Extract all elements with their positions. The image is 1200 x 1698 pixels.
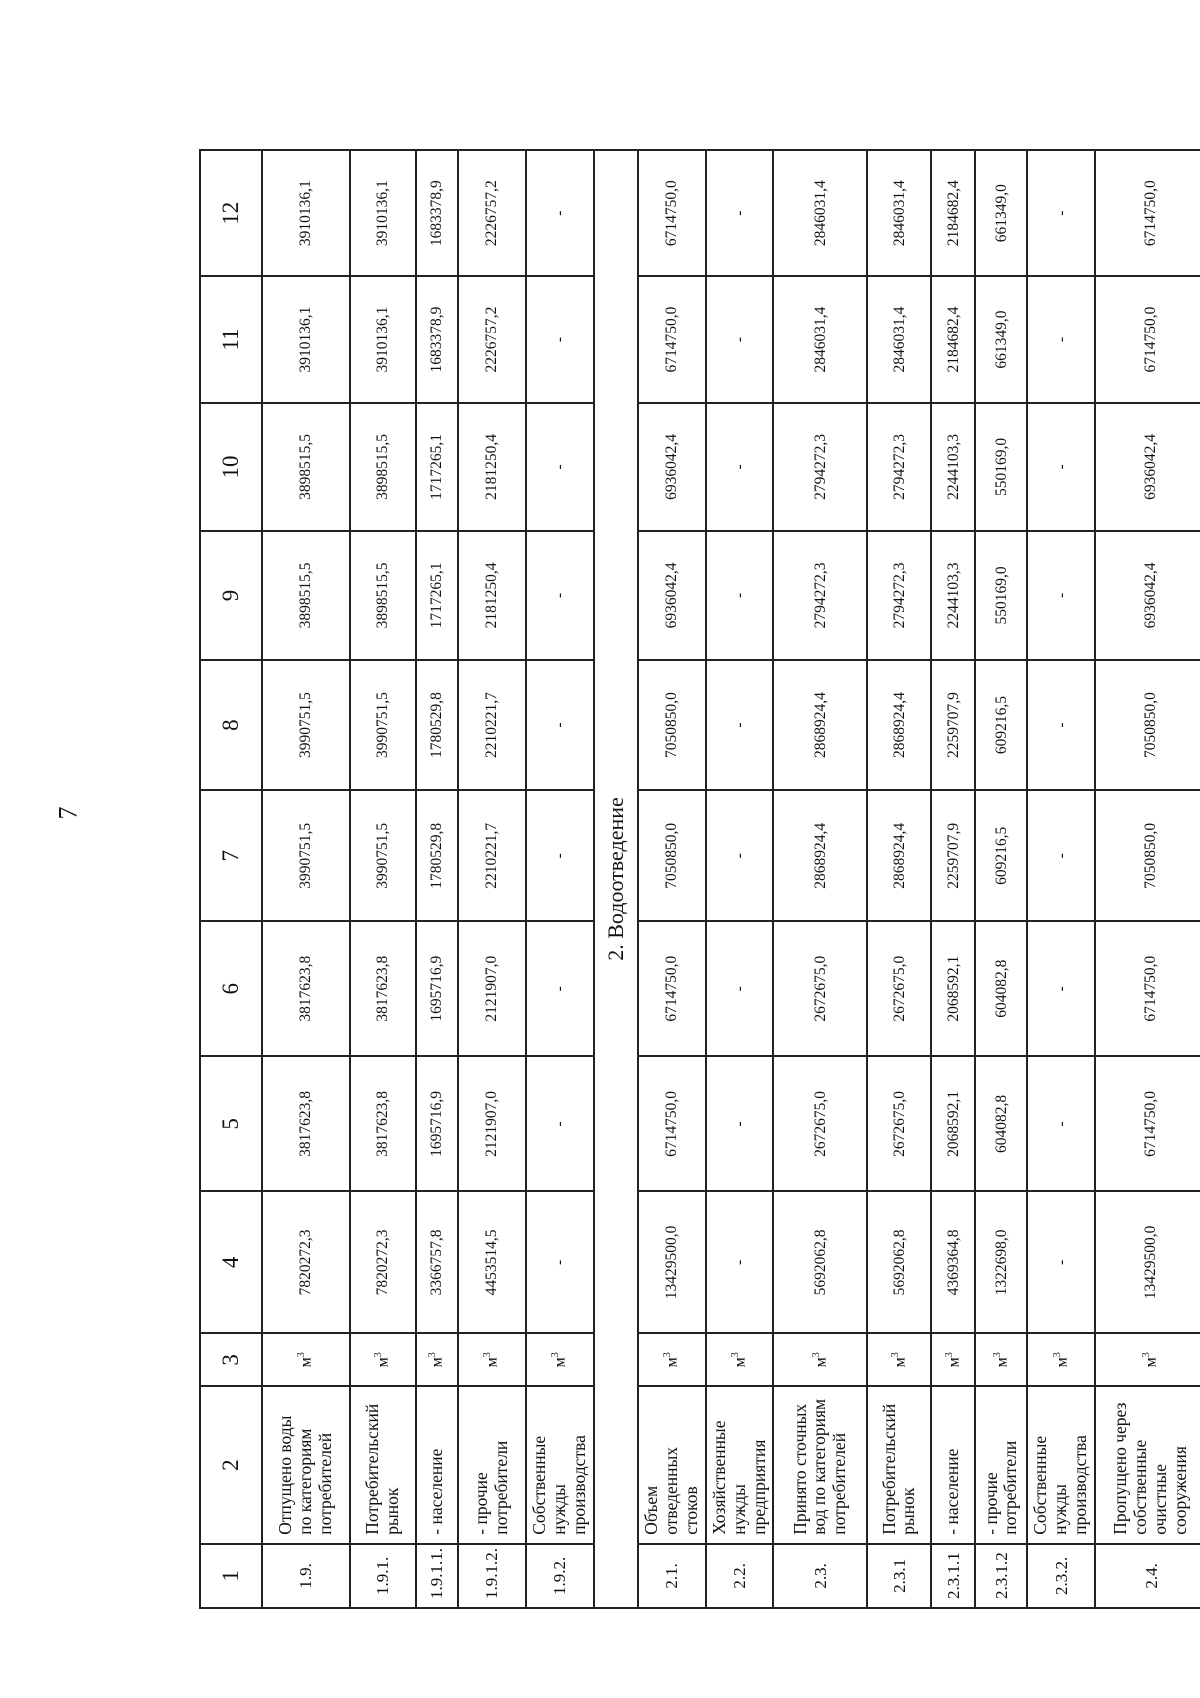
row-number: 1.9.2. [526, 1544, 594, 1608]
value-cell: 3990751,5 [350, 660, 416, 791]
value-cell: 7050850,0 [638, 660, 706, 791]
table-row [975, 150, 1027, 1608]
row-number: 2.3.1 [867, 1544, 931, 1608]
row-number: 2.3.2. [1027, 1544, 1095, 1608]
value-cell: 2672675,0 [867, 1056, 931, 1191]
value-cell: 2121907,0 [458, 921, 526, 1056]
unit-cell [867, 1333, 931, 1386]
value-cell: 2868924,4 [773, 790, 867, 921]
value-cell: 2259707,9 [931, 660, 975, 791]
row-indicator-name: Потребительский рынок [350, 1386, 416, 1543]
value-cell: 3990751,5 [262, 660, 350, 791]
row-number: 2.3.1.1 [931, 1544, 975, 1608]
value-cell: 6936042,4 [1095, 403, 1200, 532]
value-cell: - [526, 1191, 594, 1333]
value-cell: 6936042,4 [1095, 531, 1200, 660]
value-cell: 2794272,3 [773, 403, 867, 532]
unit-cell [931, 1333, 975, 1386]
unit-cell [526, 1333, 594, 1386]
value-cell: 2259707,9 [931, 790, 975, 921]
column-number: 9 [200, 531, 262, 660]
rotated-table-sheet [199, 149, 1191, 1609]
value-cell: - [526, 276, 594, 402]
row-indicator-name: - прочие потребители [458, 1386, 526, 1543]
value-cell: 3898515,5 [350, 531, 416, 660]
unit-cell [638, 1333, 706, 1386]
value-cell: 2846031,4 [773, 150, 867, 276]
value-cell: 2181250,4 [458, 531, 526, 660]
value-cell: 7050850,0 [1095, 790, 1200, 921]
unit-exponent: 3 [1051, 1352, 1063, 1358]
value-cell: 1695716,9 [416, 921, 458, 1056]
row-indicator-name: Отпущено воды по категориям потребителей [262, 1386, 350, 1543]
value-cell: 2210221,7 [458, 660, 526, 791]
value-cell: 2672675,0 [773, 1056, 867, 1191]
value-cell: - [706, 1056, 774, 1191]
value-cell: 2121907,0 [458, 1056, 526, 1191]
value-cell: 2672675,0 [773, 921, 867, 1056]
row-indicator-name: - население [416, 1386, 458, 1543]
value-cell: 2226757,2 [458, 276, 526, 402]
value-cell: - [706, 150, 774, 276]
value-cell: 2794272,3 [867, 531, 931, 660]
value-cell: - [526, 403, 594, 532]
value-cell: - [526, 1056, 594, 1191]
table-row [1027, 150, 1095, 1608]
section-title: 2. Водоотведение [594, 150, 638, 1608]
unit-cell [458, 1333, 526, 1386]
value-cell: 1717265,1 [416, 531, 458, 660]
value-cell: - [706, 1191, 774, 1333]
value-cell: 2184682,4 [931, 150, 975, 276]
value-cell: 5692062,8 [773, 1191, 867, 1333]
unit-base: м [374, 1357, 392, 1368]
row-indicator-name: Собственные нужды производства [1027, 1386, 1095, 1543]
row-number: 2.2. [706, 1544, 774, 1608]
value-cell: 550169,0 [975, 531, 1027, 660]
value-cell: 604082,8 [975, 921, 1027, 1056]
value-cell: - [1027, 921, 1095, 1056]
unit-base: м [944, 1357, 962, 1368]
value-cell: - [1027, 1056, 1095, 1191]
value-cell: - [1027, 1191, 1095, 1333]
value-cell: - [1027, 276, 1095, 402]
value-cell: 2181250,4 [458, 403, 526, 532]
row-number: 2.1. [638, 1544, 706, 1608]
table-row [262, 150, 350, 1608]
value-cell: - [526, 531, 594, 660]
unit-exponent: 3 [550, 1352, 562, 1358]
page-number: 7 [53, 806, 83, 820]
unit-base: м [811, 1357, 829, 1368]
table-row [638, 150, 706, 1608]
value-cell: 3898515,5 [262, 531, 350, 660]
value-cell: 1683378,9 [416, 150, 458, 276]
column-number: 11 [200, 276, 262, 402]
value-cell: 2672675,0 [867, 921, 931, 1056]
value-cell: - [706, 660, 774, 791]
unit-base: м [992, 1357, 1010, 1368]
unit-base: м [890, 1357, 908, 1368]
value-cell: 661349,0 [975, 276, 1027, 402]
value-cell: - [1027, 403, 1095, 532]
row-number: 1.9.1. [350, 1544, 416, 1608]
value-cell: 4369364,8 [931, 1191, 975, 1333]
unit-base: м [428, 1357, 446, 1368]
column-number: 6 [200, 921, 262, 1056]
unit-exponent: 3 [810, 1352, 822, 1358]
row-number: 2.3.1.2 [975, 1544, 1027, 1608]
unit-exponent: 3 [427, 1352, 439, 1358]
unit-cell [1095, 1333, 1200, 1386]
value-cell: 2068592,1 [931, 1056, 975, 1191]
value-cell: 5692062,8 [867, 1191, 931, 1333]
value-cell: 6714750,0 [1095, 276, 1200, 402]
value-cell: 550169,0 [975, 403, 1027, 532]
table-row [867, 150, 931, 1608]
unit-cell [1027, 1333, 1095, 1386]
value-cell: 7820272,3 [350, 1191, 416, 1333]
value-cell: 6936042,4 [638, 531, 706, 660]
row-number: 2.3. [773, 1544, 867, 1608]
unit-cell [975, 1333, 1027, 1386]
table-row [931, 150, 975, 1608]
unit-exponent: 3 [661, 1352, 673, 1358]
row-indicator-name: Принято сточных вод по категориям потребителей [773, 1386, 867, 1543]
unit-cell [262, 1333, 350, 1386]
value-cell: - [706, 276, 774, 402]
row-indicator-name: Хозяйственные нужды предприятия [706, 1386, 774, 1543]
value-cell: 3817623,8 [350, 921, 416, 1056]
unit-base: м [551, 1357, 569, 1368]
value-cell: - [526, 790, 594, 921]
value-cell: - [526, 921, 594, 1056]
value-cell: 4453514,5 [458, 1191, 526, 1333]
table-row [350, 150, 416, 1608]
row-number: 1.9.1.1. [416, 1544, 458, 1608]
value-cell: 3817623,8 [262, 921, 350, 1056]
unit-exponent: 3 [991, 1352, 1003, 1358]
value-cell: - [1027, 660, 1095, 791]
value-cell: 1322698,0 [975, 1191, 1027, 1333]
water-balance-table [199, 149, 1200, 1609]
value-cell: 6936042,4 [638, 403, 706, 532]
table-row [706, 150, 774, 1608]
row-indicator-name: - население [931, 1386, 975, 1543]
table-row [1095, 150, 1200, 1608]
value-cell: 13429500,0 [1095, 1191, 1200, 1333]
unit-exponent: 3 [729, 1352, 741, 1358]
column-number: 1 [200, 1544, 262, 1608]
value-cell: 2846031,4 [773, 276, 867, 402]
value-cell: 7050850,0 [1095, 660, 1200, 791]
value-cell: 13429500,0 [638, 1191, 706, 1333]
column-number-row [200, 150, 262, 1608]
value-cell: 6714750,0 [1095, 150, 1200, 276]
value-cell: 2244103,3 [931, 403, 975, 532]
value-cell: - [706, 531, 774, 660]
value-cell: - [526, 150, 594, 276]
value-cell: 604082,8 [975, 1056, 1027, 1191]
value-cell: - [1027, 150, 1095, 276]
row-number: 1.9.1.2. [458, 1544, 526, 1608]
value-cell: 2868924,4 [867, 790, 931, 921]
value-cell: 6714750,0 [1095, 1056, 1200, 1191]
unit-cell [706, 1333, 774, 1386]
row-number: 2.4. [1095, 1544, 1200, 1608]
unit-cell [773, 1333, 867, 1386]
unit-base: м [483, 1357, 501, 1368]
value-cell: 661349,0 [975, 150, 1027, 276]
value-cell: - [706, 403, 774, 532]
unit-exponent: 3 [296, 1352, 308, 1358]
row-indicator-name: - прочие потребители [975, 1386, 1027, 1543]
value-cell: 2210221,7 [458, 790, 526, 921]
unit-exponent: 3 [889, 1352, 901, 1358]
value-cell: 1695716,9 [416, 1056, 458, 1191]
table-row [526, 150, 594, 1608]
column-number: 10 [200, 403, 262, 532]
value-cell: - [706, 790, 774, 921]
value-cell: 2868924,4 [867, 660, 931, 791]
value-cell: 3910136,1 [350, 150, 416, 276]
value-cell: - [706, 921, 774, 1056]
value-cell: - [526, 660, 594, 791]
column-number: 5 [200, 1056, 262, 1191]
value-cell: - [1027, 531, 1095, 660]
row-indicator-name: Потребительский рынок [867, 1386, 931, 1543]
row-indicator-name: Объем отведенных стоков [638, 1386, 706, 1543]
value-cell: 3366757,8 [416, 1191, 458, 1333]
column-number: 12 [200, 150, 262, 276]
value-cell: 6714750,0 [638, 1056, 706, 1191]
value-cell: 3817623,8 [350, 1056, 416, 1191]
column-number: 7 [200, 790, 262, 921]
value-cell: 2244103,3 [931, 531, 975, 660]
value-cell: 2868924,4 [773, 660, 867, 791]
unit-base: м [1052, 1357, 1070, 1368]
value-cell: 2846031,4 [867, 150, 931, 276]
section-row [594, 150, 638, 1608]
table-row [416, 150, 458, 1608]
column-number: 2 [200, 1386, 262, 1543]
value-cell: 6714750,0 [638, 150, 706, 276]
unit-cell [416, 1333, 458, 1386]
value-cell: 7820272,3 [262, 1191, 350, 1333]
value-cell: 2184682,4 [931, 276, 975, 402]
value-cell: 7050850,0 [638, 790, 706, 921]
value-cell: 3910136,1 [262, 276, 350, 402]
value-cell: 3990751,5 [262, 790, 350, 921]
column-number: 3 [200, 1333, 262, 1386]
column-number: 4 [200, 1191, 262, 1333]
row-number: 1.9. [262, 1544, 350, 1608]
value-cell: 1683378,9 [416, 276, 458, 402]
unit-cell [350, 1333, 416, 1386]
value-cell: 2068592,1 [931, 921, 975, 1056]
value-cell: 6714750,0 [1095, 921, 1200, 1056]
unit-exponent: 3 [482, 1352, 494, 1358]
column-number: 8 [200, 660, 262, 791]
value-cell: 609216,5 [975, 660, 1027, 791]
unit-base: м [731, 1357, 749, 1368]
unit-base: м [1142, 1357, 1160, 1368]
value-cell: 6714750,0 [638, 276, 706, 402]
unit-base: м [297, 1357, 315, 1368]
value-cell: 2226757,2 [458, 150, 526, 276]
unit-exponent: 3 [373, 1352, 385, 1358]
unit-exponent: 3 [943, 1352, 955, 1358]
value-cell: 3817623,8 [262, 1056, 350, 1191]
value-cell: 3990751,5 [350, 790, 416, 921]
value-cell: 3910136,1 [262, 150, 350, 276]
value-cell: 3910136,1 [350, 276, 416, 402]
value-cell: 3898515,5 [262, 403, 350, 532]
row-indicator-name: Пропущено через собственные очистные сооружения [1095, 1386, 1200, 1543]
row-indicator-name: Собственные нужды производства [526, 1386, 594, 1543]
value-cell: 1780529,8 [416, 660, 458, 791]
table-row [773, 150, 867, 1608]
value-cell: 1780529,8 [416, 790, 458, 921]
value-cell: - [1027, 790, 1095, 921]
value-cell: 2794272,3 [773, 531, 867, 660]
value-cell: 2794272,3 [867, 403, 931, 532]
value-cell: 1717265,1 [416, 403, 458, 532]
value-cell: 2846031,4 [867, 276, 931, 402]
value-cell: 3898515,5 [350, 403, 416, 532]
table-row [458, 150, 526, 1608]
value-cell: 6714750,0 [638, 921, 706, 1056]
value-cell: 609216,5 [975, 790, 1027, 921]
unit-base: м [663, 1357, 681, 1368]
unit-exponent: 3 [1141, 1352, 1153, 1358]
